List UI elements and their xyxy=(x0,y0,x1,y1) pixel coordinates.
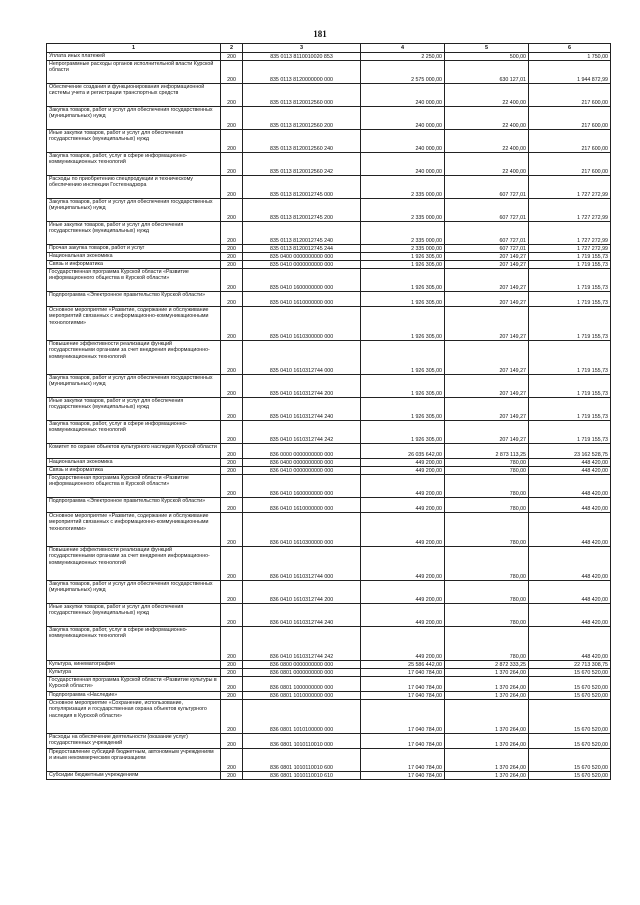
table-row xyxy=(47,475,611,498)
row-kbk-cell: 835 0400 0000000000 000 xyxy=(243,253,361,261)
row-code-cell: 200 xyxy=(221,444,243,459)
row-remaining-cell: 1 750,00 xyxy=(529,53,611,61)
row-executed-cell: 2 872 333,25 xyxy=(445,661,529,669)
table-row xyxy=(47,84,611,107)
row-plan-cell: 1 926 305,00 xyxy=(361,253,445,261)
row-kbk-cell: 836 0801 1010000000 000 xyxy=(243,692,361,700)
table-row xyxy=(47,107,611,130)
row-name-cell: Повышение эффективности реализации функций государственными органами за счет внедрения информационно-коммуникационных технологий xyxy=(47,341,221,375)
row-name-cell: Подпрограмма «Электронное правительство Курской области» xyxy=(47,498,221,513)
row-remaining-cell: 448 420,00 xyxy=(529,581,611,604)
row-name-cell: Культура, кинематография xyxy=(47,661,221,669)
row-plan-cell: 449 200,00 xyxy=(361,547,445,581)
row-plan-cell: 449 200,00 xyxy=(361,627,445,661)
row-executed-cell: 1 370 264,00 xyxy=(445,692,529,700)
row-code-cell: 200 xyxy=(221,53,243,61)
row-kbk-cell: 836 0800 0000000000 000 xyxy=(243,661,361,669)
row-kbk-cell: 835 0410 1610312744 200 xyxy=(243,375,361,398)
row-remaining-cell: 448 420,00 xyxy=(529,547,611,581)
row-name-cell: Иные закупки товаров, работ и услуг для обеспечения государственных (муниципальных) нужд xyxy=(47,130,221,153)
row-name-cell: Комитет по охране объектов культурного наследия Курской области xyxy=(47,444,221,459)
row-plan-cell: 2 335 000,00 xyxy=(361,176,445,199)
row-kbk-cell: 836 0000 0000000000 000 xyxy=(243,444,361,459)
row-remaining-cell: 448 420,00 xyxy=(529,513,611,547)
row-code-cell: 200 xyxy=(221,292,243,307)
row-plan-cell: 240 000,00 xyxy=(361,84,445,107)
row-plan-cell: 17 040 784,00 xyxy=(361,749,445,772)
row-remaining-cell: 23 162 528,75 xyxy=(529,444,611,459)
row-remaining-cell: 15 670 520,00 xyxy=(529,692,611,700)
row-remaining-cell: 1 719 155,73 xyxy=(529,341,611,375)
row-executed-cell: 22 400,00 xyxy=(445,84,529,107)
row-code-cell: 200 xyxy=(221,341,243,375)
row-plan-cell: 17 040 784,00 xyxy=(361,772,445,780)
table-row xyxy=(47,677,611,692)
row-code-cell: 200 xyxy=(221,269,243,292)
row-name-cell: Государственная программа Курской области «Развитие культуры в Курской области» xyxy=(47,677,221,692)
header-col-2: 2 xyxy=(221,44,243,53)
row-executed-cell: 207 149,27 xyxy=(445,421,529,444)
row-kbk-cell: 836 0801 1010110010 610 xyxy=(243,772,361,780)
table-row xyxy=(47,253,611,261)
row-kbk-cell: 836 0410 0000000000 000 xyxy=(243,467,361,475)
table-row xyxy=(47,261,611,269)
row-remaining-cell: 15 670 520,00 xyxy=(529,772,611,780)
table-row xyxy=(47,661,611,669)
row-code-cell: 200 xyxy=(221,627,243,661)
row-plan-cell: 2 575 000,00 xyxy=(361,61,445,84)
row-name-cell: Закупка товаров, работ и услуг для обеспечения государственных (муниципальных) нужд xyxy=(47,581,221,604)
row-name-cell: Основное мероприятие «Сохранение, использование, популяризация и государственная охрана объектов культурного наследия в Курской области» xyxy=(47,700,221,734)
row-plan-cell: 2 335 000,00 xyxy=(361,245,445,253)
row-name-cell: Прочая закупка товаров, работ и услуг xyxy=(47,245,221,253)
row-name-cell: Связь и информатика xyxy=(47,261,221,269)
row-name-cell: Повышение эффективности реализации функций государственными органами за счет внедрения информационно-коммуникационных технологий xyxy=(47,547,221,581)
row-executed-cell: 780,00 xyxy=(445,513,529,547)
row-code-cell: 200 xyxy=(221,692,243,700)
row-executed-cell: 207 149,27 xyxy=(445,398,529,421)
table-row xyxy=(47,547,611,581)
row-kbk-cell: 836 0410 1610312744 000 xyxy=(243,547,361,581)
row-plan-cell: 1 926 305,00 xyxy=(361,261,445,269)
row-kbk-cell: 836 0801 1000000000 000 xyxy=(243,677,361,692)
row-remaining-cell: 1 944 872,99 xyxy=(529,61,611,84)
row-kbk-cell: 836 0400 0000000000 000 xyxy=(243,459,361,467)
row-executed-cell: 630 127,01 xyxy=(445,61,529,84)
row-remaining-cell: 1 719 155,73 xyxy=(529,269,611,292)
row-kbk-cell: 836 0410 1610300000 000 xyxy=(243,513,361,547)
row-executed-cell: 780,00 xyxy=(445,604,529,627)
table-row xyxy=(47,421,611,444)
row-executed-cell: 207 149,27 xyxy=(445,341,529,375)
table-row xyxy=(47,513,611,547)
row-code-cell: 200 xyxy=(221,61,243,84)
row-remaining-cell: 448 420,00 xyxy=(529,467,611,475)
row-kbk-cell: 836 0410 1610000000 000 xyxy=(243,498,361,513)
table-row xyxy=(47,581,611,604)
table-row xyxy=(47,245,611,253)
row-code-cell: 200 xyxy=(221,176,243,199)
row-kbk-cell: 835 0113 8120012745 200 xyxy=(243,199,361,222)
row-executed-cell: 207 149,27 xyxy=(445,292,529,307)
table-row xyxy=(47,700,611,734)
row-remaining-cell: 1 719 155,73 xyxy=(529,421,611,444)
row-code-cell: 200 xyxy=(221,700,243,734)
row-remaining-cell: 22 713 308,75 xyxy=(529,661,611,669)
row-remaining-cell: 15 670 520,00 xyxy=(529,700,611,734)
row-executed-cell: 22 400,00 xyxy=(445,107,529,130)
row-executed-cell: 500,00 xyxy=(445,53,529,61)
row-code-cell: 200 xyxy=(221,513,243,547)
row-remaining-cell: 217 600,00 xyxy=(529,107,611,130)
row-name-cell: Субсидии бюджетным учреждениям xyxy=(47,772,221,780)
budget-table xyxy=(46,43,611,780)
row-code-cell: 200 xyxy=(221,421,243,444)
row-kbk-cell: 836 0801 0000000000 000 xyxy=(243,669,361,677)
row-kbk-cell: 835 0113 8110010020 853 xyxy=(243,53,361,61)
row-name-cell: Иные закупки товаров, работ и услуг для обеспечения государственных (муниципальных) нужд xyxy=(47,222,221,245)
row-plan-cell: 240 000,00 xyxy=(361,130,445,153)
header-col-4: 4 xyxy=(361,44,445,53)
row-code-cell: 200 xyxy=(221,130,243,153)
row-kbk-cell: 836 0410 1610312744 200 xyxy=(243,581,361,604)
table-row xyxy=(47,467,611,475)
table-row xyxy=(47,692,611,700)
row-executed-cell: 607 727,01 xyxy=(445,222,529,245)
header-col-5: 5 xyxy=(445,44,529,53)
header-col-1: 1 xyxy=(47,44,221,53)
row-remaining-cell: 1 719 155,73 xyxy=(529,261,611,269)
row-name-cell: Культура xyxy=(47,669,221,677)
table-row xyxy=(47,498,611,513)
row-kbk-cell: 835 0113 8120012560 000 xyxy=(243,84,361,107)
row-remaining-cell: 217 600,00 xyxy=(529,84,611,107)
row-kbk-cell: 835 0113 8120012745 244 xyxy=(243,245,361,253)
row-plan-cell: 449 200,00 xyxy=(361,604,445,627)
table-row xyxy=(47,669,611,677)
row-name-cell: Предоставление субсидий бюджетным, автономным учреждениям и иным некоммерческим организациям xyxy=(47,749,221,772)
row-kbk-cell: 835 0410 1610300000 000 xyxy=(243,307,361,341)
row-name-cell: Закупка товаров, работ и услуг для обеспечения государственных (муниципальных) нужд xyxy=(47,199,221,222)
row-name-cell: Уплата иных платежей xyxy=(47,53,221,61)
row-executed-cell: 22 400,00 xyxy=(445,130,529,153)
table-row xyxy=(47,153,611,176)
row-executed-cell: 1 370 264,00 xyxy=(445,700,529,734)
row-kbk-cell: 835 0113 8120012560 240 xyxy=(243,130,361,153)
row-name-cell: Государственная программа Курской области «Развитие информационного общества в Курской области» xyxy=(47,269,221,292)
row-name-cell: Закупка товаров, работ, услуг в сфере информационно-коммуникационных технологий xyxy=(47,421,221,444)
row-plan-cell: 449 200,00 xyxy=(361,498,445,513)
table-row xyxy=(47,734,611,749)
row-name-cell: Закупка товаров, работ и услуг для обеспечения государственных (муниципальных) нужд xyxy=(47,107,221,130)
row-code-cell: 200 xyxy=(221,307,243,341)
row-kbk-cell: 836 0410 1610312744 240 xyxy=(243,604,361,627)
row-executed-cell: 780,00 xyxy=(445,475,529,498)
table-row xyxy=(47,61,611,84)
page-number: 181 xyxy=(313,29,327,39)
table-row xyxy=(47,269,611,292)
row-name-cell: Расходы на обеспечение деятельности (оказание услуг) государственных учреждений xyxy=(47,734,221,749)
row-plan-cell: 1 926 305,00 xyxy=(361,421,445,444)
row-kbk-cell: 836 0410 1610312744 242 xyxy=(243,627,361,661)
row-plan-cell: 17 040 784,00 xyxy=(361,669,445,677)
row-plan-cell: 17 040 784,00 xyxy=(361,692,445,700)
row-remaining-cell: 1 727 272,99 xyxy=(529,176,611,199)
row-code-cell: 200 xyxy=(221,107,243,130)
row-remaining-cell: 15 670 520,00 xyxy=(529,749,611,772)
row-executed-cell: 780,00 xyxy=(445,627,529,661)
row-code-cell: 200 xyxy=(221,749,243,772)
row-remaining-cell: 217 600,00 xyxy=(529,130,611,153)
row-plan-cell: 240 000,00 xyxy=(361,153,445,176)
table-row xyxy=(47,199,611,222)
row-plan-cell: 1 926 305,00 xyxy=(361,375,445,398)
row-plan-cell: 17 040 784,00 xyxy=(361,700,445,734)
row-code-cell: 200 xyxy=(221,245,243,253)
table-row xyxy=(47,627,611,661)
header-col-6: 6 xyxy=(529,44,611,53)
row-name-cell: Иные закупки товаров, работ и услуг для обеспечения государственных (муниципальных) нужд xyxy=(47,398,221,421)
row-plan-cell: 449 200,00 xyxy=(361,467,445,475)
row-kbk-cell: 835 0113 8120012560 200 xyxy=(243,107,361,130)
row-plan-cell: 1 926 305,00 xyxy=(361,307,445,341)
row-kbk-cell: 835 0410 1610312744 000 xyxy=(243,341,361,375)
row-code-cell: 200 xyxy=(221,475,243,498)
row-plan-cell: 1 926 305,00 xyxy=(361,341,445,375)
row-name-cell: Подпрограмма «Наследие» xyxy=(47,692,221,700)
row-name-cell: Национальная экономика xyxy=(47,459,221,467)
row-executed-cell: 607 727,01 xyxy=(445,245,529,253)
row-code-cell: 200 xyxy=(221,467,243,475)
row-name-cell: Иные закупки товаров, работ и услуг для обеспечения государственных (муниципальных) нужд xyxy=(47,604,221,627)
row-plan-cell: 449 200,00 xyxy=(361,475,445,498)
row-remaining-cell: 448 420,00 xyxy=(529,604,611,627)
row-remaining-cell: 1 727 272,99 xyxy=(529,222,611,245)
row-code-cell: 200 xyxy=(221,253,243,261)
row-plan-cell: 2 335 000,00 xyxy=(361,222,445,245)
table-body xyxy=(47,53,611,780)
row-name-cell: Расходы по приобретению спецпродукции и техническому обеспечению инспекции Гостехнадзора xyxy=(47,176,221,199)
table-row xyxy=(47,398,611,421)
row-executed-cell: 607 727,01 xyxy=(445,176,529,199)
row-kbk-cell: 835 0113 8120012745 000 xyxy=(243,176,361,199)
row-name-cell: Основное мероприятие «Развитие, содержание и обслуживание мероприятий связанных с информационно-коммуникационными технологиями» xyxy=(47,307,221,341)
row-kbk-cell: 835 0410 1610000000 000 xyxy=(243,292,361,307)
row-remaining-cell: 1 719 155,73 xyxy=(529,292,611,307)
row-plan-cell: 2 335 000,00 xyxy=(361,199,445,222)
row-executed-cell: 207 149,27 xyxy=(445,307,529,341)
row-code-cell: 200 xyxy=(221,677,243,692)
row-executed-cell: 22 400,00 xyxy=(445,153,529,176)
row-plan-cell: 17 040 784,00 xyxy=(361,677,445,692)
row-plan-cell: 25 586 442,00 xyxy=(361,661,445,669)
row-code-cell: 200 xyxy=(221,261,243,269)
row-remaining-cell: 15 670 520,00 xyxy=(529,669,611,677)
row-code-cell: 200 xyxy=(221,772,243,780)
row-remaining-cell: 1 719 155,73 xyxy=(529,375,611,398)
row-name-cell: Закупка товаров, работ, услуг в сфере информационно-коммуникационных технологий xyxy=(47,627,221,661)
row-name-cell: Подпрограмма «Электронное правительство Курской области» xyxy=(47,292,221,307)
row-executed-cell: 607 727,01 xyxy=(445,199,529,222)
table-row xyxy=(47,444,611,459)
table-row xyxy=(47,176,611,199)
table-row xyxy=(47,749,611,772)
row-executed-cell: 780,00 xyxy=(445,498,529,513)
row-kbk-cell: 835 0113 8120012560 242 xyxy=(243,153,361,176)
row-plan-cell: 1 926 305,00 xyxy=(361,292,445,307)
row-name-cell: Национальная экономика xyxy=(47,253,221,261)
header-col-3: 3 xyxy=(243,44,361,53)
row-remaining-cell: 448 420,00 xyxy=(529,498,611,513)
table-row xyxy=(47,772,611,780)
row-executed-cell: 207 149,27 xyxy=(445,261,529,269)
row-name-cell: Основное мероприятие «Развитие, содержание и обслуживание мероприятий связанных с информационно-коммуникационными технологиями» xyxy=(47,513,221,547)
row-kbk-cell: 836 0801 1010110010 000 xyxy=(243,734,361,749)
row-name-cell: Государственная программа Курской области «Развитие информационного общества в Курской области» xyxy=(47,475,221,498)
row-code-cell: 200 xyxy=(221,459,243,467)
row-remaining-cell: 448 420,00 xyxy=(529,459,611,467)
row-remaining-cell: 1 719 155,73 xyxy=(529,253,611,261)
row-executed-cell: 1 370 264,00 xyxy=(445,677,529,692)
table-row xyxy=(47,222,611,245)
row-kbk-cell: 835 0410 1610312744 242 xyxy=(243,421,361,444)
row-code-cell: 200 xyxy=(221,84,243,107)
row-plan-cell: 1 926 305,00 xyxy=(361,398,445,421)
row-executed-cell: 1 370 264,00 xyxy=(445,749,529,772)
row-kbk-cell: 836 0410 1600000000 000 xyxy=(243,475,361,498)
row-plan-cell: 449 200,00 xyxy=(361,581,445,604)
row-executed-cell: 207 149,27 xyxy=(445,253,529,261)
table-row xyxy=(47,459,611,467)
row-code-cell: 200 xyxy=(221,581,243,604)
row-remaining-cell: 1 727 272,99 xyxy=(529,199,611,222)
row-remaining-cell: 448 420,00 xyxy=(529,475,611,498)
row-executed-cell: 1 370 264,00 xyxy=(445,669,529,677)
row-executed-cell: 207 149,27 xyxy=(445,269,529,292)
row-executed-cell: 780,00 xyxy=(445,547,529,581)
row-remaining-cell: 448 420,00 xyxy=(529,627,611,661)
row-name-cell: Обеспечение создания и функционирования информационной системы учета и регистрации транспортных средств xyxy=(47,84,221,107)
row-remaining-cell: 1 719 155,73 xyxy=(529,398,611,421)
row-code-cell: 200 xyxy=(221,661,243,669)
row-code-cell: 200 xyxy=(221,222,243,245)
row-kbk-cell: 835 0410 1610312744 240 xyxy=(243,398,361,421)
row-executed-cell: 780,00 xyxy=(445,467,529,475)
row-code-cell: 200 xyxy=(221,547,243,581)
row-remaining-cell: 15 670 520,00 xyxy=(529,734,611,749)
row-plan-cell: 17 040 784,00 xyxy=(361,734,445,749)
header-row xyxy=(47,44,611,53)
row-code-cell: 200 xyxy=(221,199,243,222)
row-plan-cell: 2 250,00 xyxy=(361,53,445,61)
row-executed-cell: 780,00 xyxy=(445,459,529,467)
row-plan-cell: 26 035 642,00 xyxy=(361,444,445,459)
table-row xyxy=(47,53,611,61)
row-kbk-cell: 836 0801 1010100000 000 xyxy=(243,700,361,734)
row-executed-cell: 780,00 xyxy=(445,581,529,604)
table-row xyxy=(47,604,611,627)
row-executed-cell: 1 370 264,00 xyxy=(445,734,529,749)
row-executed-cell: 2 873 113,25 xyxy=(445,444,529,459)
row-kbk-cell: 836 0801 1010110010 600 xyxy=(243,749,361,772)
row-remaining-cell: 15 670 520,00 xyxy=(529,677,611,692)
row-name-cell: Связь и информатика xyxy=(47,467,221,475)
row-plan-cell: 1 926 305,00 xyxy=(361,269,445,292)
row-code-cell: 200 xyxy=(221,375,243,398)
row-remaining-cell: 217 600,00 xyxy=(529,153,611,176)
row-kbk-cell: 835 0410 1600000000 000 xyxy=(243,269,361,292)
row-code-cell: 200 xyxy=(221,153,243,176)
row-name-cell: Закупка товаров, работ, услуг в сфере информационно-коммуникационных технологий xyxy=(47,153,221,176)
table-row xyxy=(47,375,611,398)
table-row xyxy=(47,130,611,153)
row-kbk-cell: 835 0410 0000000000 000 xyxy=(243,261,361,269)
table-row xyxy=(47,341,611,375)
row-plan-cell: 449 200,00 xyxy=(361,459,445,467)
row-kbk-cell: 835 0113 8120000000 000 xyxy=(243,61,361,84)
row-kbk-cell: 835 0113 8120012745 240 xyxy=(243,222,361,245)
row-code-cell: 200 xyxy=(221,604,243,627)
row-name-cell: Закупка товаров, работ и услуг для обеспечения государственных (муниципальных) нужд xyxy=(47,375,221,398)
row-code-cell: 200 xyxy=(221,734,243,749)
table-row xyxy=(47,292,611,307)
row-code-cell: 200 xyxy=(221,398,243,421)
row-remaining-cell: 1 727 272,99 xyxy=(529,245,611,253)
row-remaining-cell: 1 719 155,73 xyxy=(529,307,611,341)
row-name-cell: Непрограммные расходы органов исполнительной власти Курской области xyxy=(47,61,221,84)
table-row xyxy=(47,307,611,341)
row-executed-cell: 1 370 264,00 xyxy=(445,772,529,780)
row-code-cell: 200 xyxy=(221,669,243,677)
row-plan-cell: 240 000,00 xyxy=(361,107,445,130)
row-code-cell: 200 xyxy=(221,498,243,513)
row-plan-cell: 449 200,00 xyxy=(361,513,445,547)
row-executed-cell: 207 149,27 xyxy=(445,375,529,398)
